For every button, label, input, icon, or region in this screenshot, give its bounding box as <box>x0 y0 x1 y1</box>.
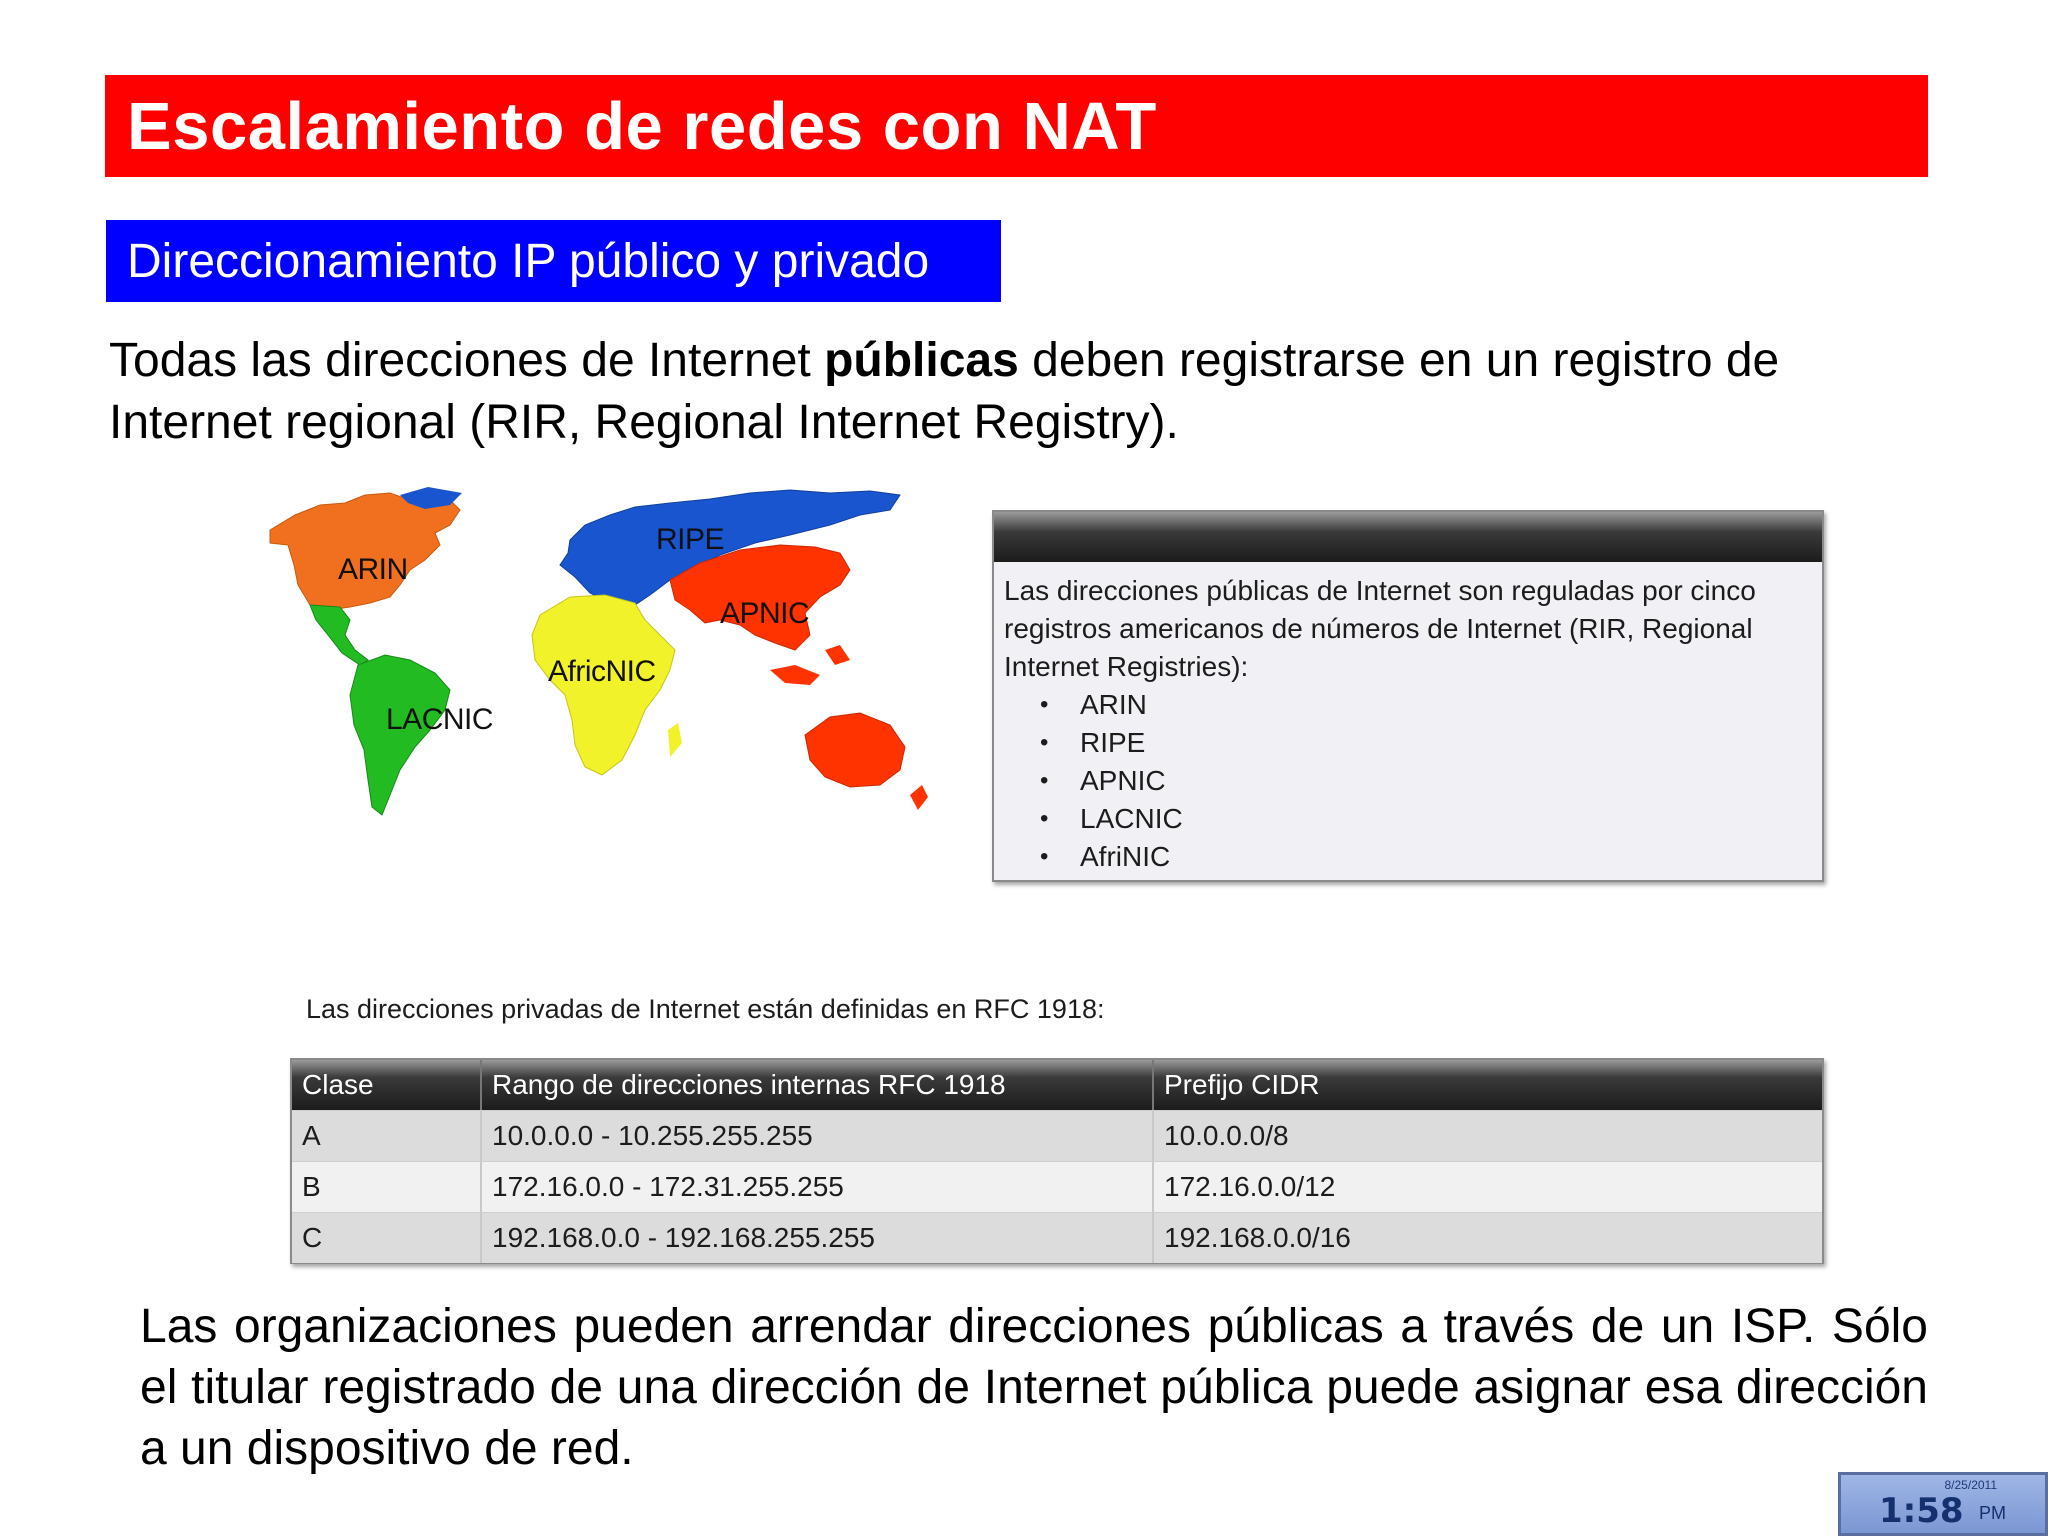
rir-list-item: • AfriNIC <box>1034 838 1822 876</box>
map-label-africnic: AfricNIC <box>548 655 656 688</box>
intro-paragraph <box>109 330 1929 454</box>
table-header-row <box>292 1060 1822 1111</box>
map-label-apnic: APNIC <box>720 597 810 630</box>
intro-text-end: deben registrarse en un registro de Internet regional (RIR, Regional Internet Registry). <box>109 334 1780 449</box>
region-central-america <box>310 605 368 665</box>
slide-subtitle: Direccionamiento IP público y privado <box>127 234 930 288</box>
header-prefijo: Prefijo CIDR <box>1164 1069 1320 1100</box>
rir-list <box>994 686 1822 876</box>
header-rango: Rango de direcciones internas RFC 1918 <box>482 1060 1154 1110</box>
table-cell: B <box>292 1162 482 1212</box>
clock-date: 8/25/2011 <box>1944 1478 1997 1492</box>
table-cell: 192.168.0.0 - 192.168.255.255 <box>482 1213 1154 1263</box>
slide-title-bar <box>105 75 1928 177</box>
map-label-ripe: RIPE <box>656 523 725 556</box>
table-cell: 192.168.0.0/16 <box>1164 1222 1351 1253</box>
taskbar-clock[interactable] <box>1838 1472 2048 1536</box>
region-arin <box>270 490 460 610</box>
table-cell: 172.16.0.0 - 172.31.255.255 <box>482 1162 1154 1212</box>
table-row <box>292 1213 1822 1263</box>
table-cell: C <box>292 1213 482 1263</box>
table-row <box>292 1162 1822 1213</box>
rir-list-item: • RIPE <box>1034 724 1822 762</box>
clock-time: 1:58 <box>1879 1491 1964 1531</box>
rfc1918-table <box>290 1058 1824 1264</box>
table-cell: 172.16.0.0/12 <box>1164 1171 1336 1202</box>
table-cell: A <box>292 1111 482 1161</box>
slide-subtitle-bar <box>106 220 1001 302</box>
region-new-zealand <box>910 785 928 810</box>
clock-ampm: PM <box>1979 1503 2006 1523</box>
panel-header <box>994 512 1822 562</box>
intro-bold-word: públicas <box>824 334 1019 387</box>
rir-list-item: • LACNIC <box>1034 800 1822 838</box>
rir-world-map <box>250 485 930 845</box>
table-cell: 10.0.0.0 - 10.255.255.255 <box>482 1111 1154 1161</box>
outro-paragraph: Las organizaciones pueden arrendar direcciones públicas a través de un ISP. Sólo el titular registrado de una dirección de Internet pública puede asignar esa dirección a un dispositivo de red. <box>140 1300 1928 1475</box>
table-row <box>292 1111 1822 1162</box>
rir-list-item: • APNIC <box>1034 762 1822 800</box>
header-clase: Clase <box>292 1060 482 1110</box>
map-label-arin: ARIN <box>338 553 408 586</box>
region-australia <box>805 713 905 787</box>
slide-title: Escalamiento de redes con NAT <box>127 88 1157 164</box>
rir-info-panel <box>992 510 1824 882</box>
rir-list-item: • ARIN <box>1034 686 1822 724</box>
table-cell: 10.0.0.0/8 <box>1164 1120 1289 1151</box>
panel-description: Las direcciones públicas de Internet son reguladas por cinco registros americanos de números de Internet (RIR, Regional Internet Registries): <box>1004 575 1756 682</box>
region-apnic-islands <box>770 645 850 685</box>
private-address-note: Las direcciones privadas de Internet están definidas en RFC 1918: <box>306 994 1105 1024</box>
intro-text-start: Todas las direcciones de Internet <box>109 334 825 387</box>
region-madagascar <box>668 723 682 757</box>
map-label-lacnic: LACNIC <box>386 703 494 736</box>
